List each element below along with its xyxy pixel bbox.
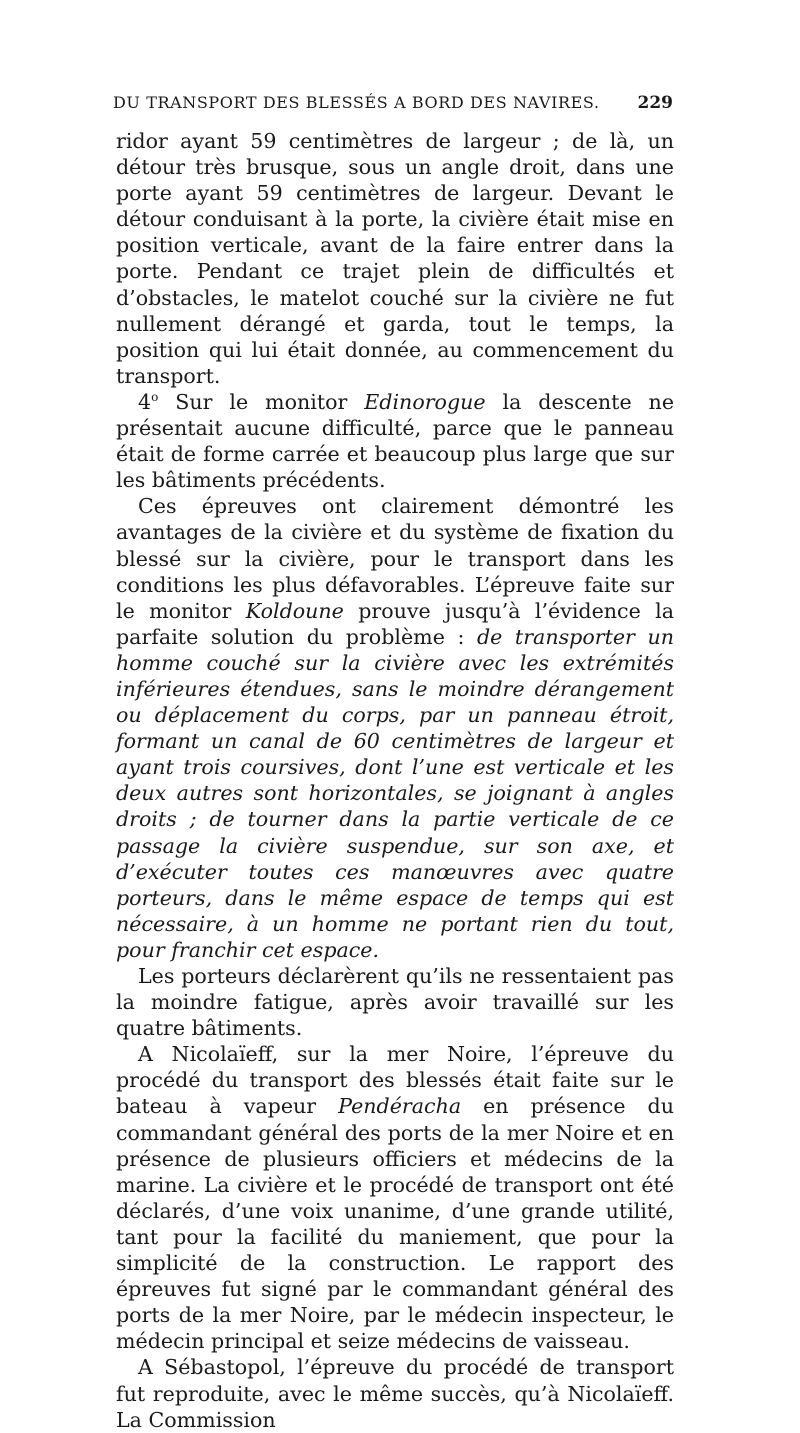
paragraph-5	[116, 1041, 674, 1354]
item-number: 4	[138, 389, 152, 414]
ship-name-koldoune: Koldoune	[245, 598, 344, 623]
ordinal-mark: o	[151, 390, 159, 405]
p2-text-b: la descente ne présentait aucune difficulté, parce que le panneau était de forme carrée et beaucoup plus large que sur les bâtiments précédents.	[116, 389, 675, 493]
page-body	[116, 128, 674, 1433]
page-header	[113, 93, 673, 113]
paragraph-2	[116, 389, 674, 493]
p5-text-a: A Nicolaïeff, sur la mer Noire, l’épreuve du procédé du transport des blessés était faite sur le bateau à vapeur	[116, 1042, 674, 1119]
page-number: 229	[637, 93, 673, 113]
paragraph-1: ridor ayant 59 centimètres de largeur ; de là, un détour très brusque, sous un angle droit, dans une porte ayant 59 centimètres de largeur. Devant le détour conduisant à la porte, la civière était mise en position verticale, avant de la faire entrer dans la porte. Pendant ce trajet plein de difficultés et d’obstacles, le matelot couché sur la civière ne fut nullement dérangé et garda, tout le temps, la position qui lui était donnée, au commencement du transport.	[116, 129, 674, 388]
ship-name-edinorogue: Edinorogue	[364, 389, 486, 414]
paragraph-3	[116, 493, 674, 963]
ship-name-penderacha: Pendéracha	[338, 1094, 462, 1119]
paragraph-6: A Sébastopol, l’épreuve du procédé de transport fut reproduite, avec le même succès, qu’à Nicolaïeff. La Commission	[116, 1355, 674, 1432]
paragraph-4: Les porteurs déclarèrent qu’ils ne ressentaient pas la moindre fatigue, après avoir travaillé sur les quatre bâtiments.	[116, 964, 674, 1041]
problem-statement: de transporter un homme couché sur la civière avec les extrémités inférieures étendues, sans le moindre dérangement ou déplacement du corps, par un panneau étroit, formant un canal de 60 centimètres de largeur et ayant trois coursives, dont l’une est verticale et les deux autres sont horizontales, se joignant à angles droits ; de tourner dans la partie verticale de ce passage la civière suspendue, sur son axe, et d’exécuter toutes ces manœuvres avec quatre porteurs, dans le même espace de temps qui est nécessaire, à un homme ne portant rien du tout, pour franchir cet espace.	[116, 624, 675, 962]
p3-text-a: Ces épreuves ont clairement démontré les avantages de la civière et du système de fixation du blessé sur la civière, pour le transport dans les conditions les plus défavorables. L’épreuve faite sur le monitor	[116, 494, 674, 623]
p3-text-b: prouve jusqu’à l’évidence la parfaite solution du problème :	[116, 598, 674, 649]
p2-text-a: Sur le monitor	[158, 389, 365, 414]
p5-text-b: en présence du commandant général des ports de la mer Noire et en présence de plusieurs officiers et médecins de la marine. La civière et le procédé de transport ont été déclarés, d’une voix unanime, d’une grande utilité, tant pour la facilité du maniement, que pour la simplicité de la construction. Le rapport des épreuves fut signé par le commandant général des ports de la mer Noire, par le médecin inspecteur, le médecin principal et seize médecins de vaisseau.	[116, 1094, 674, 1354]
running-title: DU TRANSPORT DES BLESSÉS A BORD DES NAVIRES.	[113, 93, 600, 112]
